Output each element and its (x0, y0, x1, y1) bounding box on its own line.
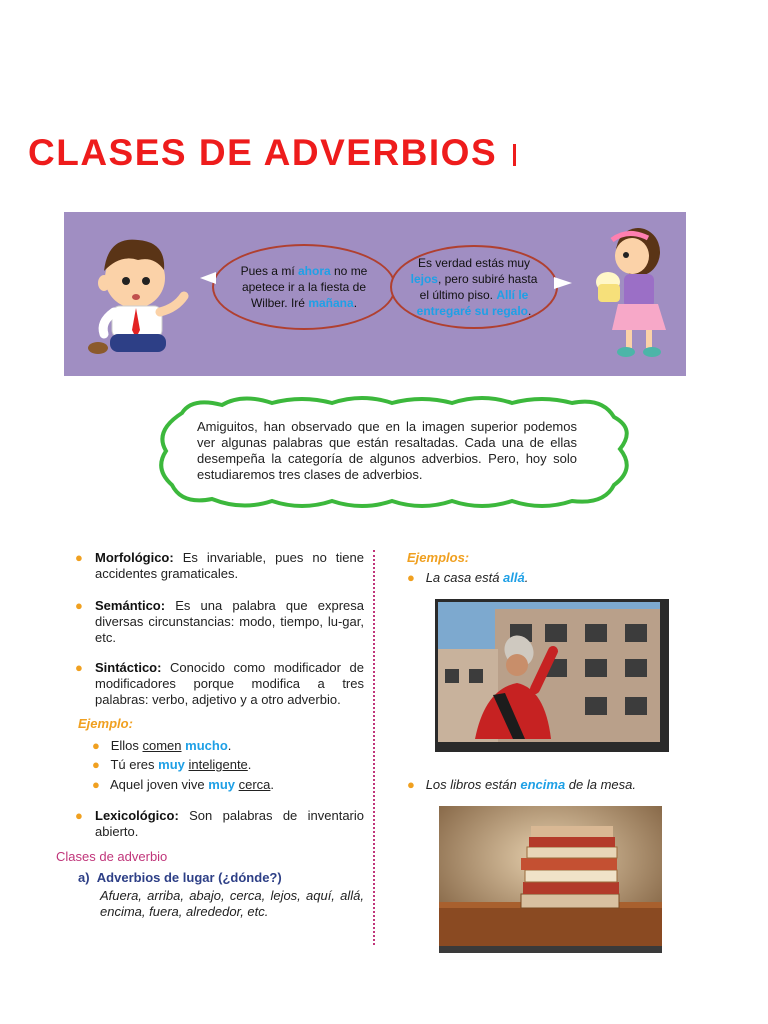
example-item: ● Aquel joven vive muy cerca. (92, 777, 275, 792)
illustration-banner (64, 212, 686, 376)
building-photo (435, 599, 669, 752)
cloud-text: Amiguitos, han observado que en la imagen superior podemos ver algunas palabras que están resaltadas. Cada una de ellas desempeña la categoría de algunos adverbios. Pero, hoy solo estudiaremos tres clases de adverbios. (197, 419, 577, 482)
bullet-icon: ● (75, 598, 83, 613)
boy-illustration (80, 226, 190, 356)
example-label: Ejemplo: (78, 716, 133, 731)
text-cursor-mark (513, 144, 516, 166)
example-item: ● Los libros están encima de la mesa. (407, 777, 637, 792)
adverb-highlight: lejos (410, 272, 438, 286)
bullet-icon: ● (407, 777, 415, 792)
subsection-heading: a) Adverbios de lugar (¿dónde?) (78, 870, 282, 885)
speech-bubble-right (390, 245, 558, 329)
bullet-icon: ● (92, 738, 100, 753)
speech-tail-left (200, 272, 216, 284)
example-item: ● Ellos comen mucho. (92, 738, 232, 753)
adverb-highlight: ahora (297, 264, 331, 278)
list-item: ● Semántico: Es una palabra que expresa diversas circunstancias: modo, tiempo, lu-gar, etc. (75, 598, 364, 645)
bullet-icon: ● (92, 757, 100, 772)
properties-column (56, 550, 364, 950)
speech-bubble-left (212, 244, 396, 330)
building-photo-image (435, 599, 669, 752)
subsection-text: Afuera, arriba, abajo, cerca, lejos, aquí, allá, encima, fuera, alrededor, etc. (100, 888, 364, 919)
column-divider (373, 550, 375, 945)
girl-illustration (588, 222, 674, 366)
bullet-icon: ● (75, 550, 83, 565)
list-item: ● Morfológico: Es invariable, pues no tiene accidentes gramaticales. (75, 550, 364, 581)
examples-label: Ejemplos: (407, 550, 470, 565)
bullet-icon: ● (407, 570, 415, 585)
bullet-icon: ● (75, 660, 83, 675)
bullet-icon: ● (75, 808, 83, 823)
bubble-right-text: Es verdad estás muy lejos, pero subiré hasta el último piso. Allí le entregaré su regalo. (410, 256, 538, 318)
books-photo-image (439, 806, 662, 953)
page-title: CLASES DE ADVERBIOS (28, 132, 516, 174)
bullet-icon: ● (92, 777, 100, 792)
bubble-left-text: Pues a mí ahora no me apetece ir a la fiesta de Wilber. Iré mañana. (240, 264, 368, 310)
list-item: ● Lexicológico: Son palabras de inventario abierto. (75, 808, 364, 839)
books-photo (439, 806, 662, 953)
speech-tail-right (554, 277, 572, 289)
example-item: ● La casa está allá. (407, 570, 529, 585)
adverb-highlight: mañana (308, 296, 354, 310)
adverb-highlight: Allí le entregaré su regalo (416, 288, 529, 318)
section-label: Clases de adverbio (56, 849, 168, 864)
list-item: ● Sintáctico: Conocido como modificador de modificadores porque modifica a tres palabras: verbo, adjetivo y a otro adverbio. (75, 660, 364, 707)
example-item: ● Tú eres muy inteligente. (92, 757, 252, 772)
